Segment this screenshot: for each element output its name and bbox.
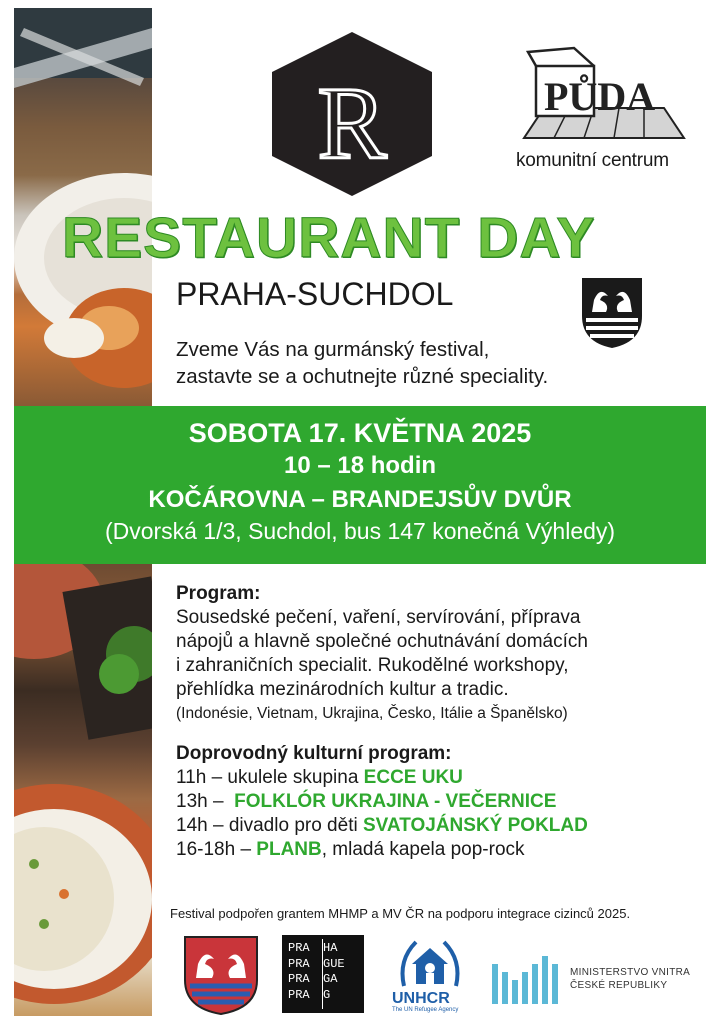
- praha-logo: PRA HA PRA GUE PRA GA PRA G: [282, 935, 364, 1013]
- cultural-item: 16-18h – PLANB, mladá kapela pop-rock: [176, 839, 525, 860]
- unhcr-sublabel: The UN Refugee Agency: [392, 1007, 459, 1013]
- event-date: SOBOTA 17. KVĚTNA 2025: [188, 418, 532, 448]
- event-address: (Dvorská 1/3, Suchdol, bus 147 konečná Výhledy): [104, 518, 616, 544]
- performer-name: SVATOJÁNSKÝ POKLAD: [362, 815, 588, 836]
- puda-letters: PŮDA: [544, 74, 656, 119]
- suchdol-sponsor-logo: [182, 934, 260, 1016]
- performer-name: FOLKLÓR UKRAJINA - VEČERNICE: [234, 791, 557, 812]
- cultural-item: 11h – ukulele skupina ECCE UKU: [176, 767, 463, 788]
- food-photo-bottom-illustration: [14, 564, 152, 1016]
- event-venue: KOČÁROVNA – BRANDEJSŮV DVŮR: [148, 486, 572, 513]
- event-time: 10 – 18 hodin: [283, 452, 437, 479]
- program-line: přehlídka mezinárodních kultur a tradic.: [176, 679, 509, 700]
- suchdol-coat-of-arms-icon: [580, 276, 644, 350]
- food-photo-bottom: [14, 564, 152, 1016]
- program-countries: (Indonésie, Vietnam, Ukrajina, Česko, Itálie a Španělsko): [176, 705, 568, 722]
- cultural-item: 13h – FOLKLÓR UKRAJINA - VEČERNICE: [176, 791, 557, 812]
- unhcr-label: UNHCR: [392, 990, 450, 1007]
- logo-letter: R: [317, 66, 387, 181]
- program-heading: Program:: [176, 583, 261, 604]
- performer-name: ECCE UKU: [363, 767, 463, 788]
- program-section: [176, 582, 696, 862]
- cultural-item: 14h – divadlo pro děti SVATOJÁNSKÝ POKLAD: [176, 815, 588, 836]
- ministry-logo-icon: [490, 950, 560, 1006]
- program-line: nápojů a hlavně společné ochutnávání domácích: [176, 631, 588, 652]
- unhcr-emblem-icon: [394, 934, 466, 990]
- program-line: Sousedské pečení, vaření, servírování, příprava: [176, 607, 581, 628]
- page-title: RESTAURANT DAY: [62, 206, 596, 270]
- location-subtitle: PRAHA-SUCHDOL: [176, 276, 454, 312]
- grant-footnote: Festival podpořen grantem MHMP a MV ČR na podporu integrace cizinců 2025.: [170, 906, 631, 921]
- program-line: i zahraničních specialit. Rukodělné workshopy,: [176, 655, 569, 676]
- invite-line-2: zastavte se a ochutnejte různé speciality.: [176, 365, 549, 388]
- performer-name: PLANB: [256, 839, 322, 860]
- restaurant-day-logo: [264, 30, 440, 198]
- invite-line-1: Zveme Vás na gurmánský festival,: [176, 338, 490, 361]
- puda-caption: komunitní centrum: [516, 150, 669, 171]
- invitation-text: [176, 336, 548, 390]
- ministry-label: MINISTERSTVO VNITRA ČESKÉ REPUBLIKY: [570, 967, 691, 991]
- puda-logo: [514, 38, 694, 150]
- event-info-band: [14, 406, 706, 564]
- cultural-heading: Doprovodný kulturní program:: [176, 743, 452, 764]
